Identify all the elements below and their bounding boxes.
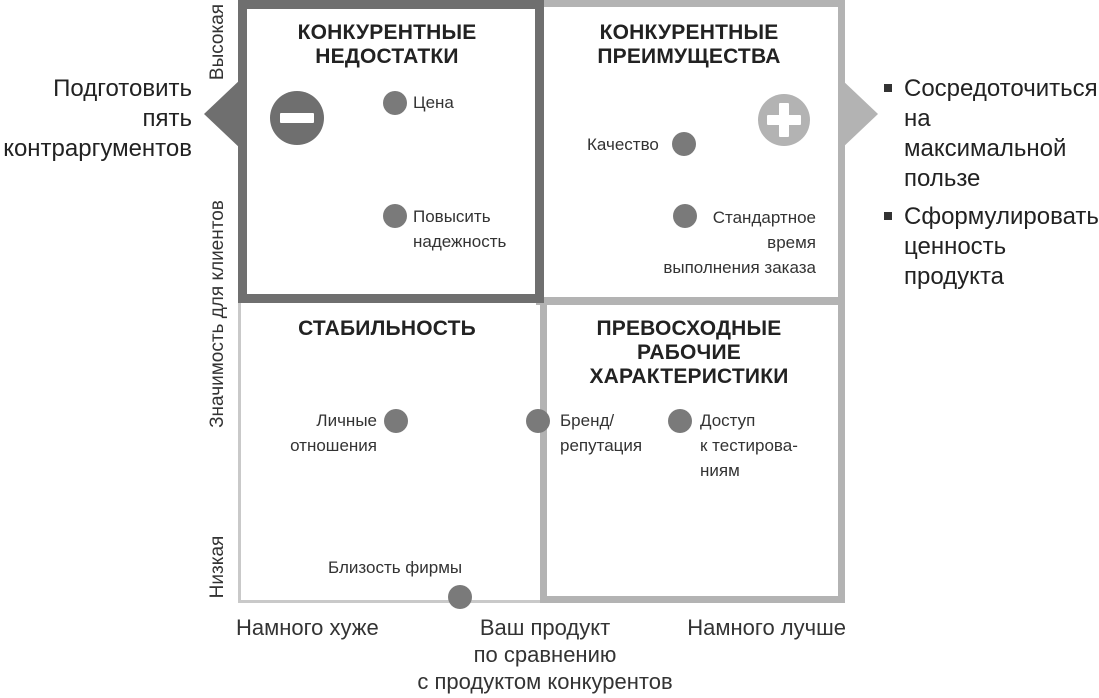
item-dot-proximity [448, 585, 472, 609]
y-axis-title: Значимость для клиентов [207, 200, 228, 428]
item-label-access: Доступ к тестирова- ниям [700, 411, 798, 480]
quadrant-title-superior-performance: ПРЕВОСХОДНЫЕ РАБОЧИЕ ХАРАКТЕРИСТИКИ [589, 317, 789, 388]
quadrant-title-stability: СТАБИЛЬНОСТЬ [298, 317, 476, 340]
y-axis-high-label: Высокая [207, 3, 228, 81]
item-label-brand: Бренд/ репутация [560, 411, 643, 455]
item-dot-price [383, 91, 407, 115]
right-note-item: Сосредоточиться на максимальной пользе [884, 74, 1096, 194]
quadrant-title-competitive-advantages: КОНКУРЕНТНЫЕ ПРЕИМУЩЕСТВА [597, 21, 781, 68]
item-label-reliability: Повысить надежность [413, 207, 507, 251]
item-label-relationships: Личные отношения [290, 411, 377, 455]
right-arrow-icon [840, 78, 878, 150]
quadrant-title-competitive-disadvantages: КОНКУРЕНТНЫЕ НЕДОСТАТКИ [297, 21, 477, 68]
right-note-item: Сформулировать ценность продукта [884, 202, 1096, 292]
x-axis-right-label: Намного лучше [687, 615, 846, 640]
item-label-price: Цена [413, 93, 454, 112]
x-axis-left-label: Намного хуже [236, 615, 379, 640]
right-notes [884, 74, 1099, 292]
item-dot-relationships [384, 409, 408, 433]
y-axis-low-label: Низкая [207, 535, 228, 599]
left-note: Подготовить пять контраргументов [3, 75, 192, 162]
plus-circle-icon [758, 94, 810, 146]
item-dot-brand [526, 409, 550, 433]
item-dot-reliability [383, 204, 407, 228]
item-label-quality: Качество [587, 135, 659, 154]
item-label-lead-time: Стандартное время выполнения заказа [663, 208, 816, 277]
item-label-proximity: Близость фирмы [328, 558, 463, 577]
item-dot-access [668, 409, 692, 433]
x-axis-center-label: Ваш продукт по сравнению с продуктом конкурентов [417, 615, 673, 694]
item-dot-quality [672, 132, 696, 156]
minus-circle-icon [270, 91, 324, 145]
